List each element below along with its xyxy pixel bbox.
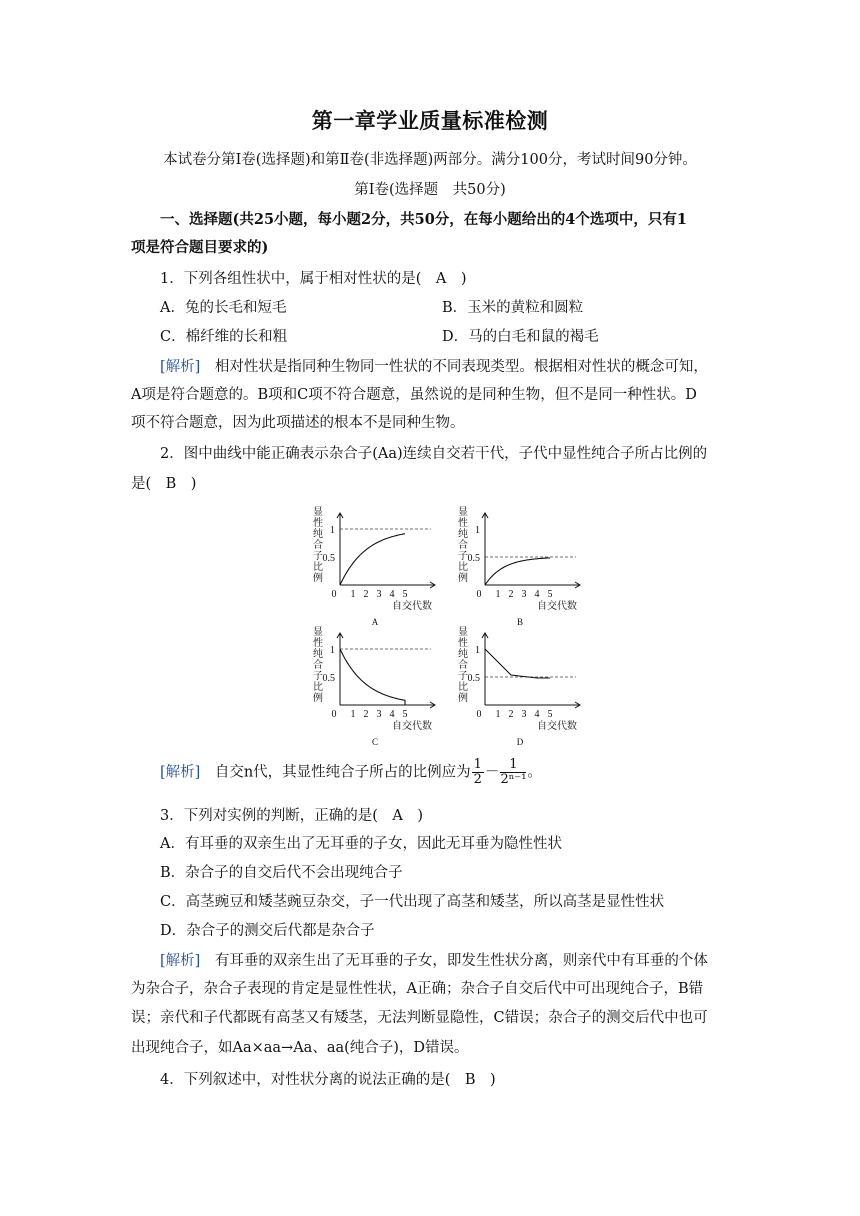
x-tick-label: 1 — [350, 589, 356, 600]
y-tick-label: 1 — [475, 645, 480, 656]
x-tick-label: 0 — [331, 709, 337, 720]
y-axis-label-char: 子 — [458, 671, 468, 682]
y-axis-label-char: 例 — [313, 573, 323, 584]
q3-analysis-line1 — [160, 951, 708, 971]
y-tick-label: 0.5 — [467, 673, 480, 684]
q3-option-a: A．有耳垂的双亲生出了无耳垂的子女，因此无耳垂为隐性性状 — [160, 836, 562, 852]
x-tick-label: 5 — [402, 589, 408, 600]
y-tick-label: 1 — [330, 645, 335, 656]
page-title: 第一章学业质量标准检测 — [311, 109, 549, 133]
q1-stem: 1．下列各组性状中，属于相对性状的是( A ) — [160, 271, 467, 287]
x-tick-label: 4 — [534, 709, 540, 720]
q4-stem: 4．下列叙述中，对性状分离的说法正确的是( B ) — [160, 1072, 496, 1088]
x-axis-label: 自交代数 — [537, 721, 577, 732]
graph-panel — [300, 505, 590, 745]
y-axis-label-char: 子 — [313, 551, 323, 562]
x-tick-label: 3 — [376, 709, 382, 720]
y-axis-label-char: 性 — [458, 518, 468, 529]
graphs-svg — [300, 505, 590, 745]
x-tick-label: 3 — [521, 589, 527, 600]
y-axis-label-char: 子 — [458, 551, 468, 562]
x-tick-label: 3 — [376, 589, 382, 600]
q3-stem: 3．下列对实例的判断，正确的是( A ) — [160, 808, 424, 824]
y-tick-label: 1 — [475, 525, 480, 536]
q3-option-d: D．杂合子的测交后代都是杂合子 — [160, 923, 375, 939]
q1-option-a: A．兔的长毛和短毛 — [160, 300, 287, 316]
y-tick-label: 1 — [330, 525, 335, 536]
y-axis-label-char: 显 — [313, 627, 323, 638]
q1-analysis-text1: 相对性状是指同种生物同一性状的不同表现类型。根据相对性状的概念可知， — [200, 359, 708, 375]
x-tick-label: 1 — [495, 589, 501, 600]
y-axis-label-char: 例 — [313, 693, 323, 704]
q3-analysis-line4: 出现纯合子，如Aa×aa→Aa、aa(纯合子)，D错误。 — [131, 1040, 469, 1056]
exam-intro: 本试卷分第Ⅰ卷(选择题)和第Ⅱ卷(非选择题)两部分。满分100分，考试时间90分钟。 — [163, 152, 697, 168]
panel-label: D — [516, 737, 524, 745]
q2-analysis-text: 自交n代，其显性纯合子所占的比例应为 — [200, 764, 471, 781]
q1-option-d: D．马的白毛和鼠的褐毛 — [442, 329, 599, 345]
y-axis-label-char: 比 — [458, 682, 468, 693]
x-tick-label: 4 — [534, 589, 540, 600]
x-tick-label: 4 — [389, 589, 395, 600]
y-axis-label-char: 纯 — [313, 649, 323, 660]
x-tick-label: 0 — [476, 589, 482, 600]
q2-stem-line2: 是( B ) — [131, 476, 197, 492]
x-tick-label: 0 — [476, 709, 482, 720]
x-tick-label: 5 — [402, 709, 408, 720]
x-tick-label: 1 — [495, 709, 501, 720]
x-tick-label: 2 — [363, 589, 369, 600]
y-axis-label-char: 显 — [458, 507, 468, 518]
x-tick-label: 0 — [331, 589, 337, 600]
y-axis-label-char: 纯 — [458, 529, 468, 540]
y-tick-label: 0.5 — [322, 673, 335, 684]
y-axis-label-char: 性 — [313, 638, 323, 649]
y-tick-label: 0.5 — [467, 553, 480, 564]
q2-stem-line1: 2．图中曲线中能正确表示杂合子(Aa)连续自交若干代，子代中显性纯合子所占比例的 — [160, 446, 708, 462]
q1-option-b: B．玉米的黄粒和圆粒 — [442, 300, 584, 316]
analysis-tag: [解析] — [160, 359, 201, 375]
x-tick-label: 5 — [547, 709, 553, 720]
fraction-half: $\frac{1}{2}$ — [473, 757, 482, 787]
x-tick-label: 2 — [363, 709, 369, 720]
section1-heading-line2: 项是符合题目要求的) — [131, 239, 269, 256]
panel-label: C — [371, 737, 379, 745]
x-tick-label: 2 — [508, 709, 514, 720]
section1-heading-line1: 一、选择题(共25小题，每小题2分，共50分，在每小题给出的4个选项中，只有1 — [160, 211, 687, 228]
q3-analysis-text1: 有耳垂的双亲生出了无耳垂的子女，即发生性状分离，则亲代中有耳垂的个体 — [200, 953, 708, 969]
y-axis-label-char: 合 — [313, 540, 323, 551]
y-axis-label-char: 合 — [458, 660, 468, 671]
y-axis-label-char: 比 — [313, 682, 323, 693]
analysis-tag: [解析] — [160, 953, 201, 969]
q2-analysis-line: [解析] 自交n代，其显性纯合子所占的比例应为 $\frac{1}{2}$ － $\frac{1}{\text{2ⁿ⁻¹}}$ 。 — [160, 757, 542, 787]
y-axis-label-char: 显 — [313, 507, 323, 518]
y-tick-label: 0.5 — [322, 553, 335, 564]
y-axis-label-char: 比 — [458, 562, 468, 573]
curve — [340, 534, 405, 585]
y-axis-label-char: 合 — [458, 540, 468, 551]
q3-option-b: B．杂合子的自交后代不会出现纯合子 — [160, 865, 403, 881]
x-axis-label: 自交代数 — [392, 721, 432, 732]
x-tick-label: 3 — [521, 709, 527, 720]
q3-analysis-line3: 误；亲代和子代都既有高茎又有矮茎，无法判断显隐性，C错误；杂合子的测交后代中也可 — [131, 1010, 708, 1026]
curve — [340, 649, 405, 705]
y-axis-label-char: 例 — [458, 573, 468, 584]
y-axis-label-char: 纯 — [313, 529, 323, 540]
analysis-tag: [解析] — [160, 764, 201, 781]
y-axis-label-char: 性 — [458, 638, 468, 649]
y-axis-label-char: 合 — [313, 660, 323, 671]
q1-analysis-line1 — [160, 357, 708, 377]
curve — [485, 558, 550, 585]
q3-option-c: C．高茎豌豆和矮茎豌豆杂交，子一代出现了高茎和矮茎，所以高茎是显性性状 — [160, 894, 665, 910]
y-axis-label-char: 比 — [313, 562, 323, 573]
y-axis-label-char: 例 — [458, 693, 468, 704]
q3-analysis-line2: 为杂合子，杂合子表现的肯定是显性性状，A正确；杂合子自交后代中可出现纯合子，B错 — [131, 981, 704, 997]
x-tick-label: 4 — [389, 709, 395, 720]
panel-label: B — [516, 617, 524, 627]
x-tick-label: 2 — [508, 589, 514, 600]
panel-label: A — [371, 617, 379, 627]
q1-option-c: C．棉纤维的长和粗 — [160, 329, 288, 345]
part1-title: 第Ⅰ卷(选择题 共50分) — [354, 182, 506, 198]
y-axis-label-char: 性 — [313, 518, 323, 529]
x-tick-label: 5 — [547, 589, 553, 600]
x-axis-label: 自交代数 — [537, 601, 577, 612]
q1-analysis-line3: 项不符合题意，因为此项描述的根本不是同种生物。 — [131, 415, 465, 431]
y-axis-label-char: 子 — [313, 671, 323, 682]
y-axis-label-char: 纯 — [458, 649, 468, 660]
x-axis-label: 自交代数 — [392, 601, 432, 612]
q1-analysis-line2: A项是符合题意的。B项和C项不符合题意，虽然说的是同种生物，但不是同一种性状。D — [131, 387, 697, 403]
y-axis-label-char: 显 — [458, 627, 468, 638]
minus-sign: － — [484, 764, 500, 781]
fraction-pow: $\frac{1}{\text{2ⁿ⁻¹}}$ — [500, 757, 527, 787]
x-tick-label: 1 — [350, 709, 356, 720]
curve — [485, 649, 550, 678]
